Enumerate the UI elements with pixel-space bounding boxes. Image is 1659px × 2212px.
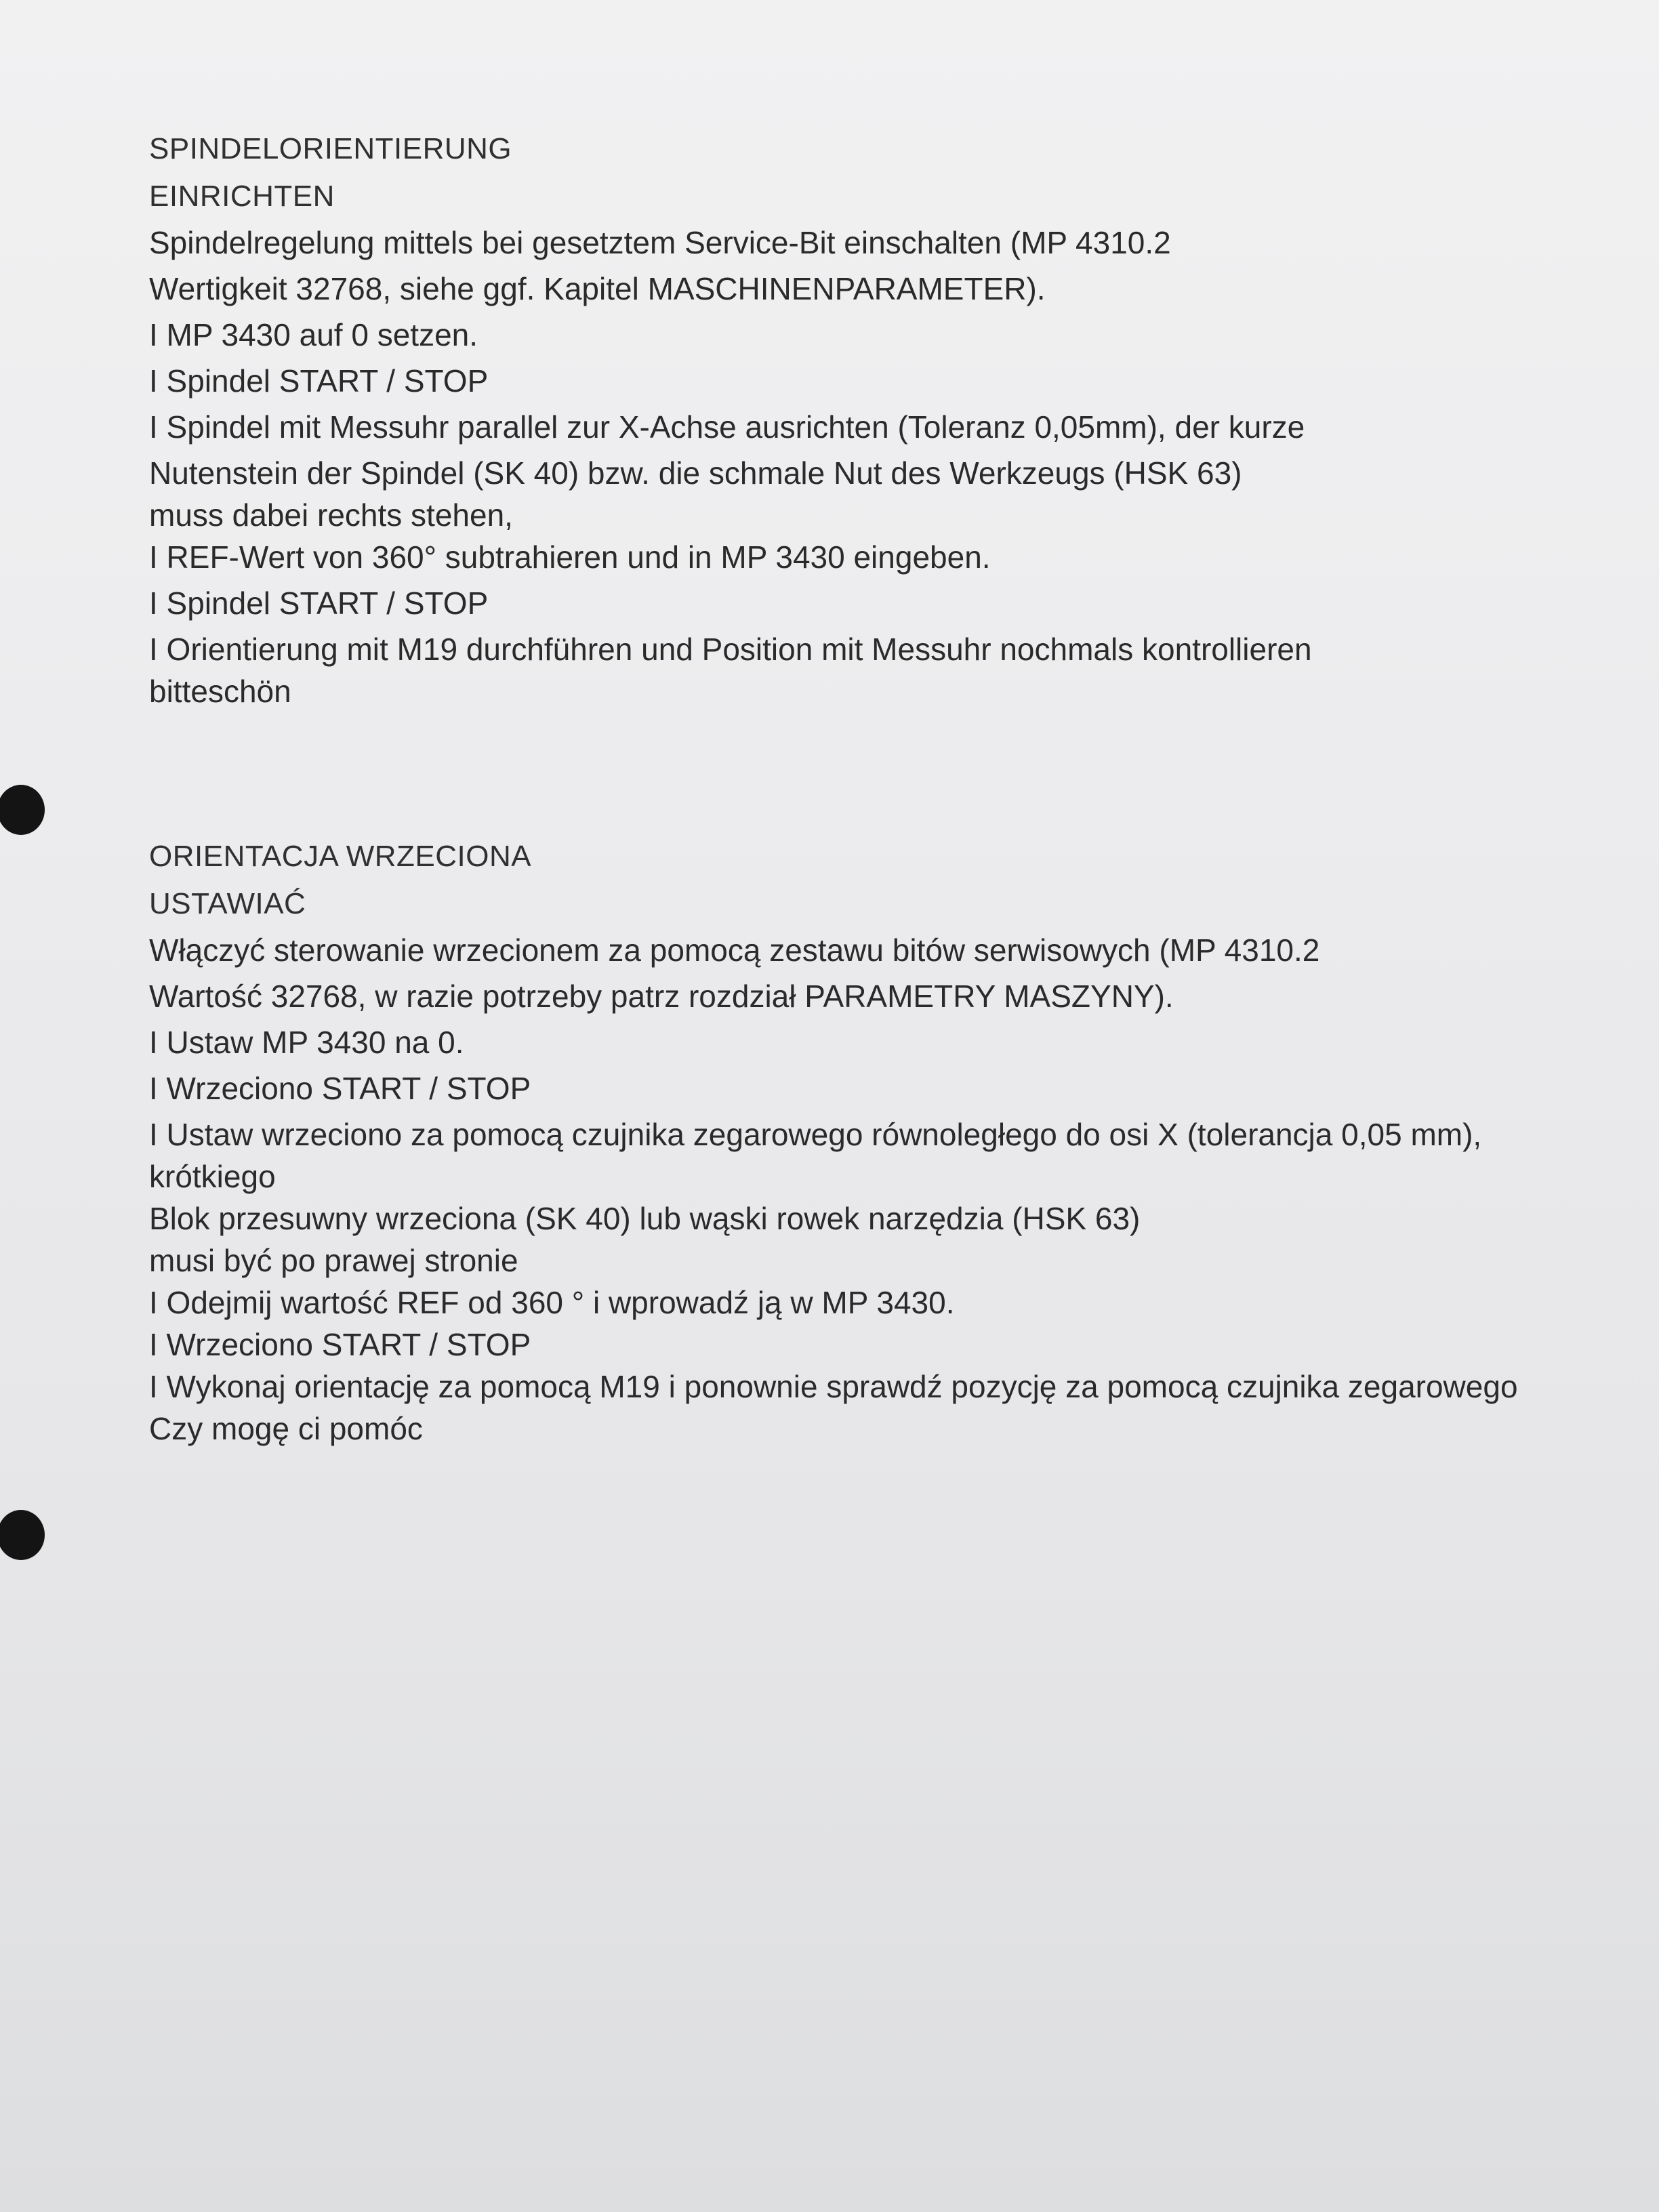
polish-line: I Wykonaj orientację za pomocą M19 i ponownie sprawdź pozycję za pomocą czujnika zegarowego [149,1369,1518,1404]
polish-line: I Odejmij wartość REF od 360 ° i wprowadź ją w MP 3430. [149,1285,955,1320]
polish-heading: ORIENTACJA WRZECIONA [149,840,532,873]
german-line: Spindelregelung mittels bei gesetztem Service-Bit einschalten (MP 4310.2 [149,225,1171,260]
german-line: I Spindel START / STOP [149,363,489,398]
german-line: I Spindel START / STOP [149,586,489,621]
polish-subheading: USTAWIAĆ [149,887,306,920]
polish-line: krótkiego [149,1159,276,1194]
german-line: I Spindel mit Messuhr parallel zur X-Achse ausrichten (Toleranz 0,05mm), der kurze [149,409,1305,445]
german-line: I Orientierung mit M19 durchführen und Position mit Messuhr nochmals kontrollieren [149,632,1312,667]
polish-line: Włączyć sterowanie wrzecionem za pomocą zestawu bitów serwisowych (MP 4310.2 [149,933,1320,968]
polish-line: Blok przesuwny wrzeciona (SK 40) lub wąski rowek narzędzia (HSK 63) [149,1201,1141,1236]
german-heading: SPINDELORIENTIERUNG [149,132,512,165]
german-line: Nutenstein der Spindel (SK 40) bzw. die schmale Nut des Werkzeugs (HSK 63) [149,455,1242,491]
polish-line: I Wrzeciono START / STOP [149,1327,531,1362]
german-section [149,126,1559,710]
polish-section [149,834,1559,1448]
german-line: muss dabei rechts stehen, [149,497,513,533]
german-line: I REF-Wert von 360° subtrahieren und in MP 3430 eingeben. [149,539,991,575]
polish-line: musi być po prawej stronie [149,1243,518,1278]
german-line: bitteschön [149,674,291,709]
polish-line: I Ustaw wrzeciono za pomocą czujnika zegarowego równoległego do osi X (tolerancja 0,05 mm), [149,1117,1482,1152]
polish-line: I Ustaw MP 3430 na 0. [149,1025,464,1060]
punch-hole-top [0,785,45,835]
german-line: I MP 3430 auf 0 setzen. [149,317,478,352]
german-subheading: EINRICHTEN [149,180,335,213]
polish-line: Wartość 32768, w razie potrzeby patrz rozdział PARAMETRY MASZYNY). [149,979,1174,1014]
german-line: Wertigkeit 32768, siehe ggf. Kapitel MASCHINENPARAMETER). [149,271,1046,306]
punch-hole-bottom [0,1510,45,1560]
polish-line: I Wrzeciono START / STOP [149,1071,531,1106]
polish-line: Czy mogę ci pomóc [149,1411,423,1446]
